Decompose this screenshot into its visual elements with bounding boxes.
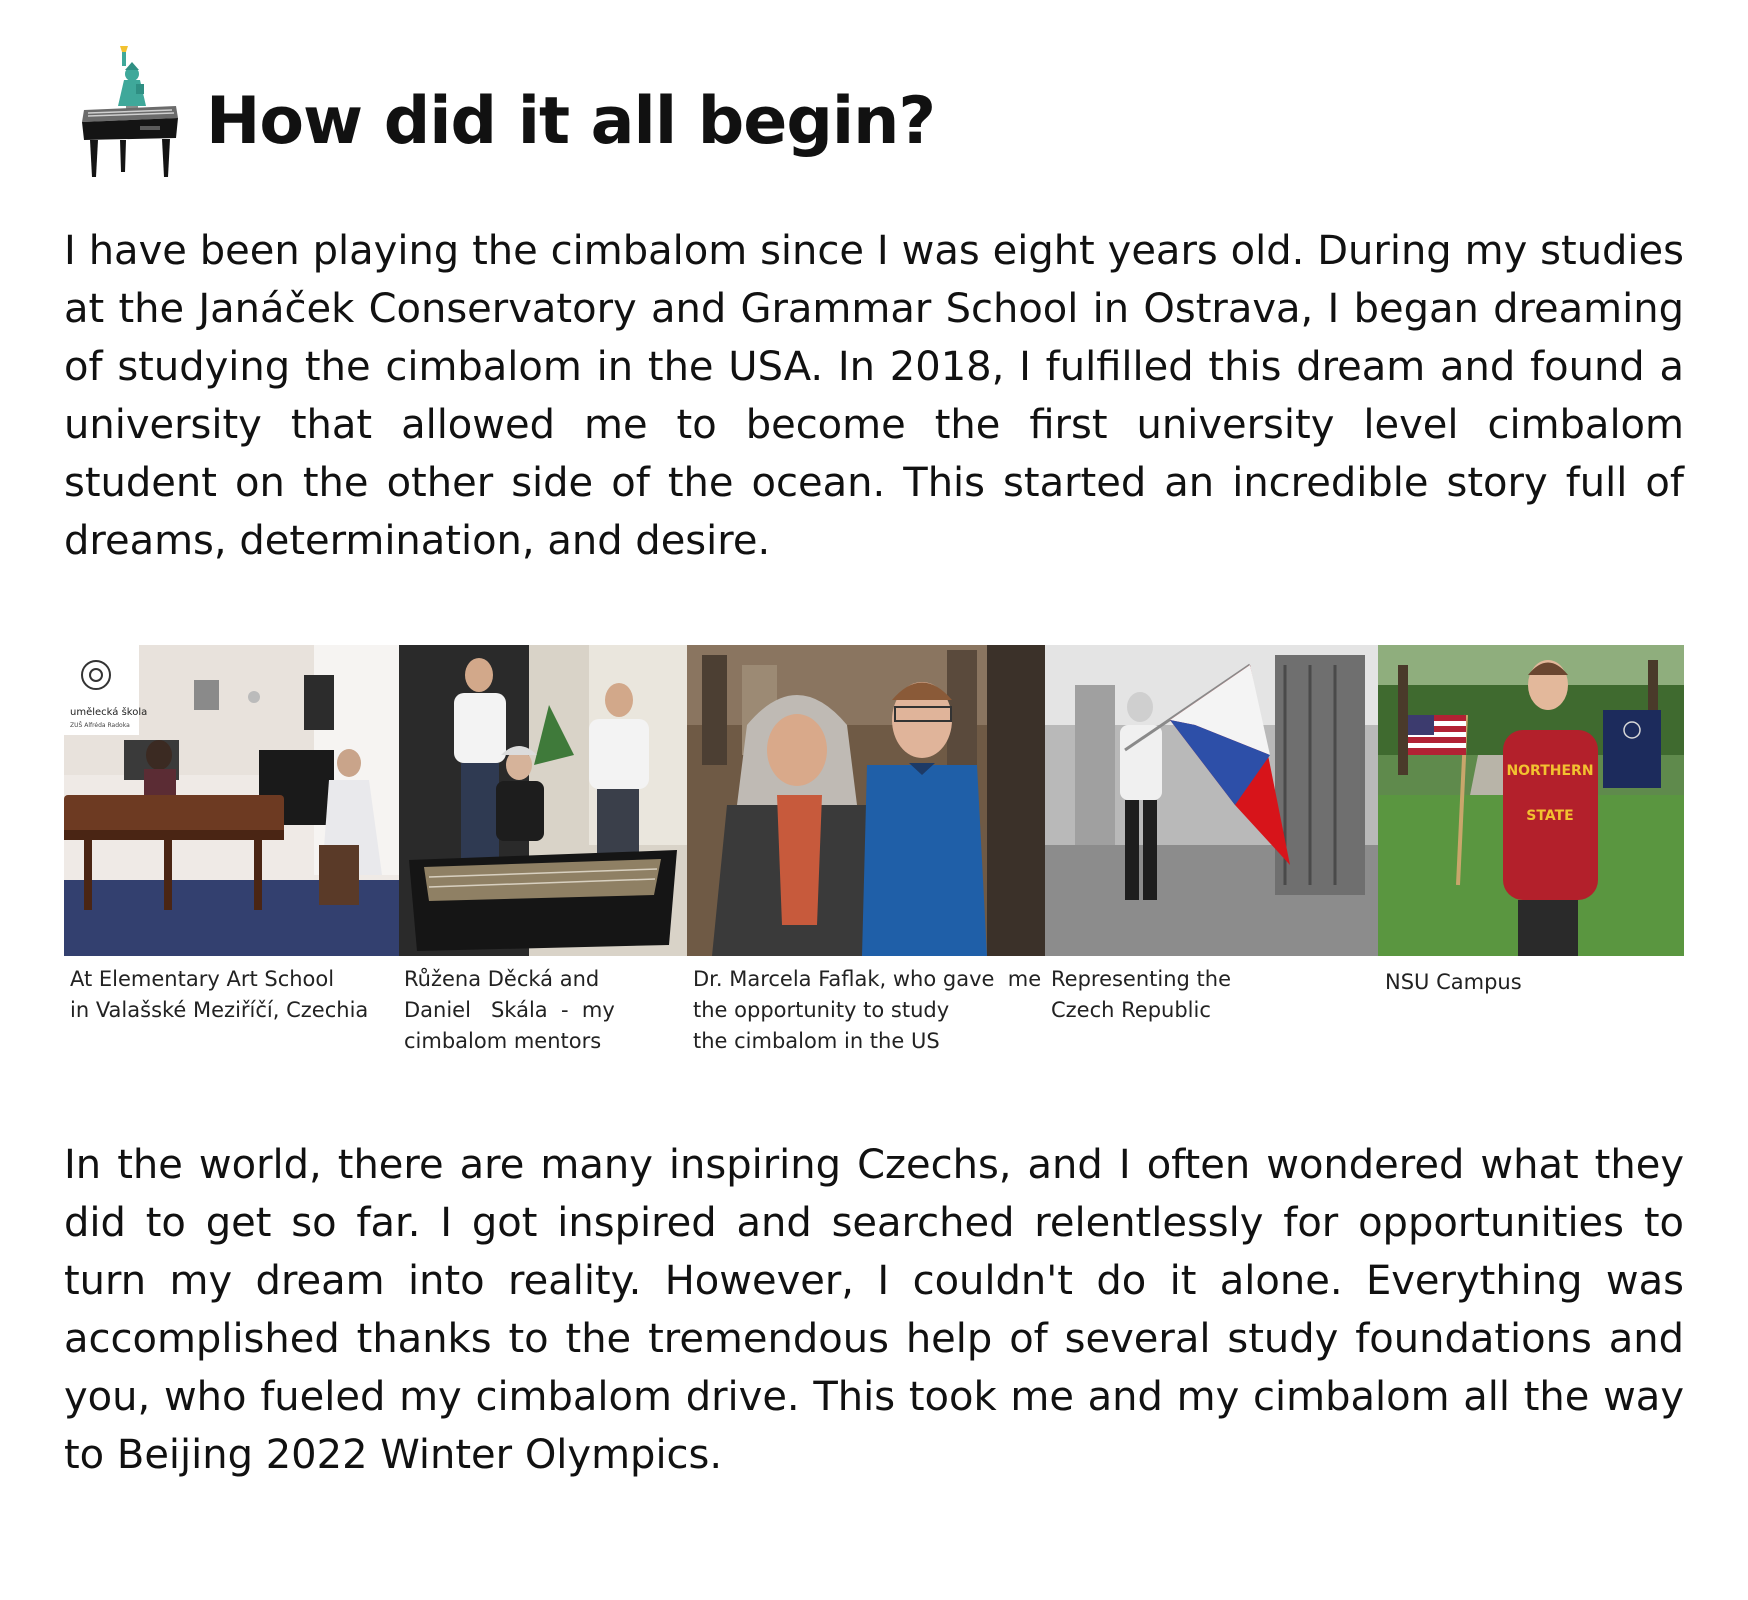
- caption-dr-faflak: Dr. Marcela Faflak, who gave me the opportunity to study the cimbalom in the US: [693, 967, 1042, 1053]
- page-title: How did it all begin?: [206, 84, 936, 159]
- photo-czech-flag: [1045, 645, 1378, 956]
- cimbalom-statue-of-liberty-icon: [80, 44, 180, 179]
- sweater-state: STATE: [1526, 808, 1574, 824]
- caption-art-school: At Elementary Art School in Valašské Meziříčí, Czechia: [70, 967, 369, 1022]
- closing-paragraph: In the world, there are many inspiring Czechs, and I often wondered what they did to get so far. I got inspired and searched relentlessly for opportunities to turn my dream into reality. However, I couldn't do it alone. Everything was accomplished thanks to the tremendous help of several study foundations and you, who fueled my cimbalom drive. This took me and my cimbalom all the way to Beijing 2022 Winter Olympics.: [64, 1142, 1684, 1478]
- caption-nsu-campus: NSU Campus: [1385, 970, 1522, 994]
- caption-czech-republic: Representing the Czech Republic: [1051, 967, 1232, 1022]
- school-sign-subtitle: ZUŠ Alfréda Radoka: [70, 722, 130, 729]
- caption-mentors: Růžena Děcká and Daniel Skála - my cimbalom mentors: [404, 967, 615, 1053]
- intro-paragraph: I have been playing the cimbalom since I was eight years old. During my studies at the Janáček Conservatory and Grammar School in Ostrava, I began dreaming of studying the cimbalom in the USA. In 2018, I fulfilled this dream and found a university that allowed me to become the first university level cimbalom student on the other side of the ocean. This started an incredible story full of dreams, determination, and desire.: [64, 228, 1684, 564]
- photo-mentors: [399, 645, 687, 956]
- school-sign-title: umělecká škola: [70, 707, 148, 718]
- header: [80, 44, 180, 179]
- photo-art-school: [64, 645, 399, 956]
- photo-dr-faflak: [687, 645, 1045, 956]
- photo-strip: [64, 645, 1684, 956]
- sweater-northern: NORTHERN: [1506, 763, 1594, 779]
- photo-nsu-campus: [1378, 645, 1684, 956]
